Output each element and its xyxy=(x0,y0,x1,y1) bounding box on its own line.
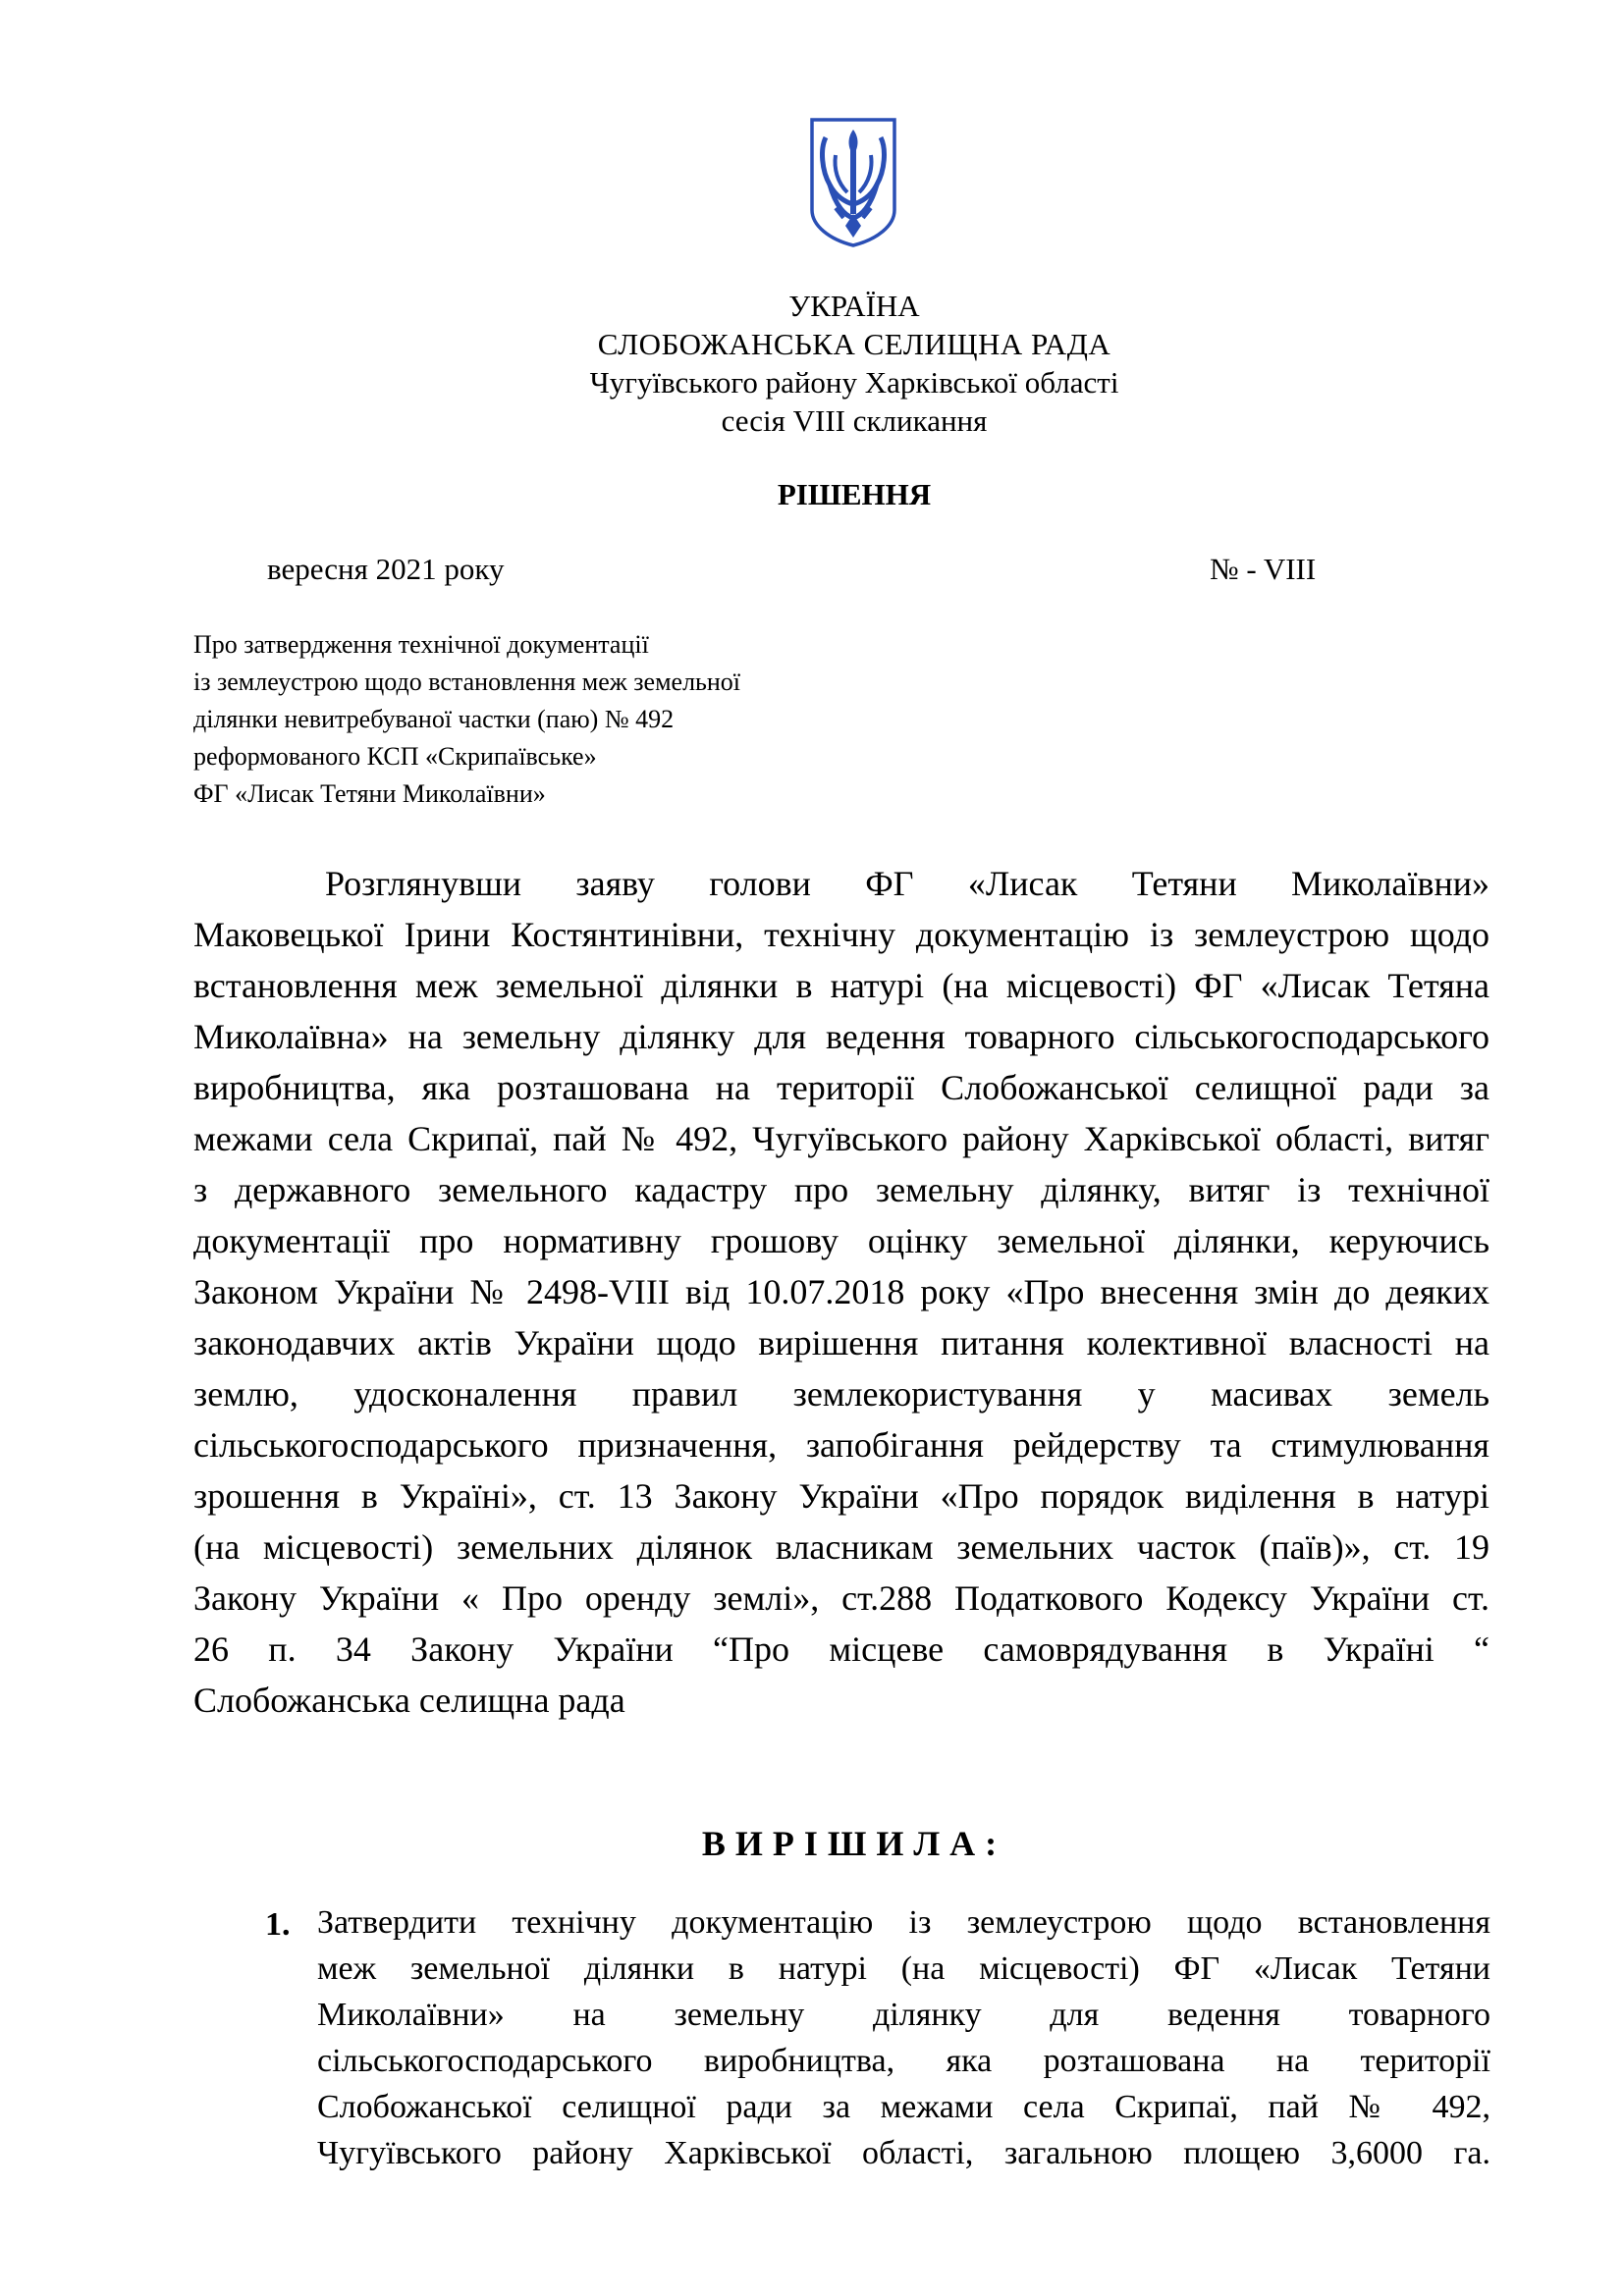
item-line: Слобожанської селищної ради за межами села Скрипаї, пай № 492, xyxy=(317,2089,1490,2125)
item-number: 1. xyxy=(265,1906,291,1943)
paragraph-line: Маковецької Ірини Костянтинівни, технічну документацію із землеустрою щодо xyxy=(193,915,1489,954)
council-name: СЛОБОЖАНСЬКА СЕЛИЩНА РАДА xyxy=(597,327,1111,361)
district-name: Чугуївського району Харківської області xyxy=(589,365,1119,400)
decision-number: № - VIII xyxy=(1210,552,1317,586)
preamble-paragraph xyxy=(193,858,1489,1726)
item-line: Затвердити технічну документацію із землеустрою щодо встановлення xyxy=(317,1904,1490,1941)
paragraph-line: встановлення меж земельної ділянки в натурі (на місцевості) ФГ «Лисак Тетяна xyxy=(193,966,1489,1005)
coat-of-arms-icon xyxy=(808,116,898,249)
item-line: Чугуївського району Харківської області, загальною площею 3,6000 га. xyxy=(317,2135,1490,2171)
item-line: сільськогосподарського виробництва, яка розташована на території xyxy=(317,2043,1490,2079)
paragraph-line: з державного земельного кадастру про земельну ділянку, витяг із технічної xyxy=(193,1170,1489,1209)
item-line: меж земельної ділянки в натурі (на місцевості) ФГ «Лисак Тетяни xyxy=(317,1950,1490,1987)
paragraph-line: (на місцевості) земельних ділянок власникам земельних часток (паїв)», ст. 19 xyxy=(193,1527,1489,1567)
paragraph-line: сільськогосподарського призначення, запобігання рейдерству та стимулювання xyxy=(193,1425,1489,1465)
paragraph-line: Миколаївна» на земельну ділянку для ведення товарного сільськогосподарського xyxy=(193,1017,1489,1056)
paragraph-line: Розглянувши заяву голови ФГ «Лисак Тетяни Миколаївни» xyxy=(325,864,1489,903)
decision-subject xyxy=(193,626,740,813)
paragraph-line: 26 п. 34 Закону України “Про місцеве самоврядування в Україні “ xyxy=(193,1629,1489,1669)
document-type: РІШЕННЯ xyxy=(777,477,932,511)
subject-line: Про затвердження технічної документації xyxy=(193,630,649,659)
paragraph-line: документації про нормативну грошову оцінку земельної ділянки, керуючись xyxy=(193,1221,1489,1260)
subject-line: ФГ «Лисак Тетяни Миколаївни» xyxy=(193,779,546,808)
subject-line: із землеустрою щодо встановлення меж земельної xyxy=(193,667,741,696)
paragraph-line: межами села Скрипаї, пай № 492, Чугуївського району Харківської області, витяг xyxy=(193,1119,1489,1158)
item-line: Миколаївни» на земельну ділянку для ведення товарного xyxy=(317,1997,1490,2033)
subject-line: ділянки невитребуваної частки (паю) № 492 xyxy=(193,705,675,733)
paragraph-line: виробництва, яка розташована на території Слобожанської селищної ради за xyxy=(193,1068,1489,1107)
decision-date: вересня 2021 року xyxy=(267,552,505,586)
decision-item xyxy=(317,1899,1490,2176)
paragraph-line: Законом України № 2498-VIII від 10.07.2018 року «Про внесення змін до деяких xyxy=(193,1272,1489,1311)
paragraph-line: землю, удосконалення правил землекористування у масивах земель xyxy=(193,1374,1489,1414)
paragraph-line: зрошення в Україні», ст. 13 Закону України «Про порядок виділення в натурі xyxy=(193,1476,1489,1516)
decision-heading: ВИРІШИЛА: xyxy=(701,1824,1007,1863)
session-label: сесія VIII скликання xyxy=(721,403,988,438)
subject-line: реформованого КСП «Скрипаївське» xyxy=(193,742,597,771)
country-name: УКРАЇНА xyxy=(788,289,920,323)
paragraph-line: Слобожанська селищна рада xyxy=(193,1681,625,1720)
paragraph-line: Закону України « Про оренду землі», ст.288 Податкового Кодексу України ст. xyxy=(193,1578,1489,1618)
paragraph-line: законодавчих актів України щодо вирішення питання колективної власності на xyxy=(193,1323,1489,1362)
